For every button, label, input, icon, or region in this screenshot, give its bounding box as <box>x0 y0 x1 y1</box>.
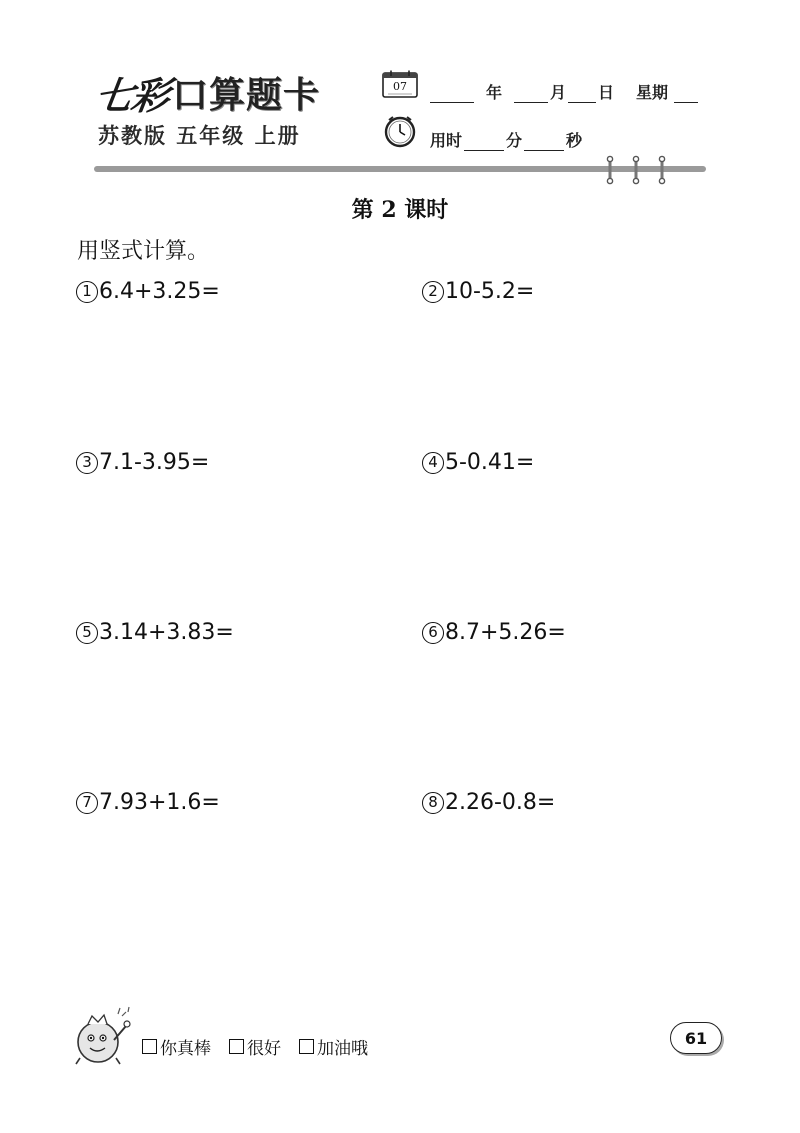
problem-number: 7 <box>76 792 98 814</box>
day-label: 日 <box>598 83 615 102</box>
clock-icon <box>383 114 417 148</box>
problem-expression: 7.1-3.95= <box>99 450 210 475</box>
mascot-icon <box>70 1004 136 1070</box>
minutes-label: 分 <box>506 131 523 150</box>
problem-8 <box>422 790 555 815</box>
brand-logo <box>92 68 321 118</box>
checkbox[interactable] <box>142 1039 157 1054</box>
rating-label: 加油哦 <box>317 1039 368 1059</box>
problem-2 <box>422 279 534 304</box>
minutes-blank[interactable] <box>464 136 504 151</box>
edition-label: 苏教版 五年级 上册 <box>98 124 301 148</box>
problem-expression: 5-0.41= <box>445 450 535 475</box>
problem-expression: 2.26-0.8= <box>445 790 556 815</box>
problem-number: 2 <box>422 281 444 303</box>
problem-expression: 6.4+3.25= <box>99 279 220 304</box>
seconds-blank[interactable] <box>524 136 564 151</box>
day-blank[interactable] <box>568 88 596 103</box>
checkbox[interactable] <box>299 1039 314 1054</box>
problem-1 <box>76 279 220 304</box>
problem-expression: 3.14+3.83= <box>99 620 234 645</box>
binder-rings-icon <box>600 155 672 185</box>
calendar-day: 07 <box>393 80 407 93</box>
self-rating-group <box>142 1034 368 1059</box>
problem-number: 5 <box>76 622 98 644</box>
time-prefix-label: 用时 <box>430 131 463 150</box>
problem-7 <box>76 790 220 815</box>
month-label: 月 <box>550 83 567 102</box>
rating-label: 你真棒 <box>160 1039 211 1059</box>
page-number: 61 <box>670 1022 722 1054</box>
problem-number: 6 <box>422 622 444 644</box>
month-blank[interactable] <box>514 88 548 103</box>
problem-4 <box>422 450 534 475</box>
time-fill-line <box>430 128 582 151</box>
rating-option-great[interactable] <box>142 1034 211 1059</box>
rating-option-good[interactable] <box>229 1034 281 1059</box>
weekday-label: 星期 <box>636 83 669 102</box>
problem-number: 4 <box>422 452 444 474</box>
problem-number: 8 <box>422 792 444 814</box>
date-fill-line <box>428 80 700 103</box>
problem-expression: 7.93+1.6= <box>99 790 220 815</box>
seconds-label: 秒 <box>566 131 583 150</box>
rating-option-keep-going[interactable] <box>299 1034 368 1059</box>
weekday-blank[interactable] <box>674 88 698 103</box>
problem-expression: 8.7+5.26= <box>445 620 566 645</box>
brand-deco-text: 七彩 <box>92 72 171 118</box>
instruction-text: 用竖式计算。 <box>77 239 210 264</box>
brand-title: 口算题卡 <box>172 74 321 116</box>
year-blank[interactable] <box>430 88 474 103</box>
rating-label: 很好 <box>247 1039 281 1059</box>
calendar-icon <box>382 70 418 98</box>
checkbox[interactable] <box>229 1039 244 1054</box>
lesson-title: 第 2 课时 <box>351 197 449 223</box>
problem-3 <box>76 450 209 475</box>
problem-expression: 10-5.2= <box>445 279 535 304</box>
problem-number: 3 <box>76 452 98 474</box>
problem-number: 1 <box>76 281 98 303</box>
year-label: 年 <box>486 83 503 102</box>
problem-5 <box>76 620 234 645</box>
problem-6 <box>422 620 566 645</box>
